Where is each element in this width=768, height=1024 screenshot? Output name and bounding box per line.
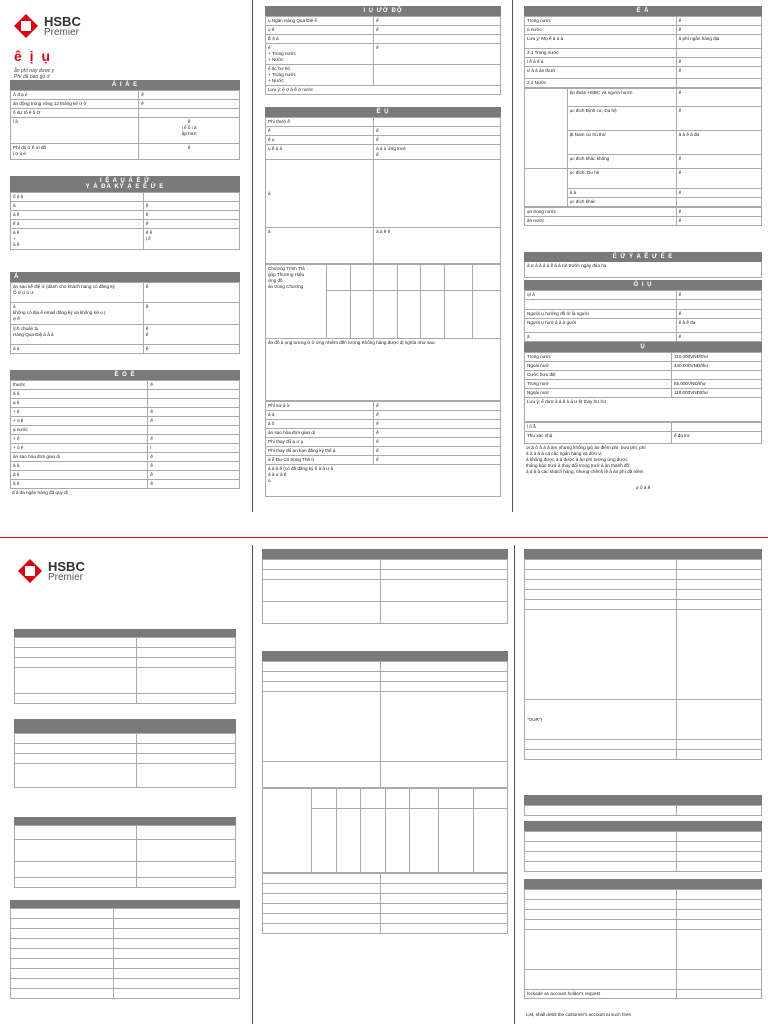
table-row: thước ế xyxy=(11,381,240,390)
column-3 xyxy=(524,545,762,1024)
table-row: ạn trong nước ế xyxy=(525,208,762,217)
table-row: ục đích: Du hệ ế xyxy=(525,169,762,189)
table-row: ủ nước ế xyxy=(525,26,762,35)
footnote: đ ả đa ngân hàng đã quy đị xyxy=(12,490,68,495)
document-title: ê ị ụ xyxy=(14,48,53,64)
column-2 xyxy=(265,0,501,512)
e-banking-note: Lưu ý: ệ ợ ả ế ở nước xyxy=(265,86,501,95)
table-row xyxy=(266,265,501,291)
table-row: ư ả ả ản thườ ế xyxy=(525,67,762,79)
column-1 xyxy=(10,0,242,512)
deposit-note: ả ư ả ả ả ả ế ả ả rút trước ngày đáo hạ xyxy=(524,262,762,278)
page-2 xyxy=(0,545,768,1024)
table-row: Ngoài nướ 440.000VNĐ/thư xyxy=(525,362,762,371)
section-header: Ụ xyxy=(524,342,762,352)
table-row: Phí thay đổ ạ ơ ụ ế xyxy=(266,438,501,447)
table-row: ả ả ế xyxy=(11,345,240,354)
column-divider xyxy=(252,0,253,512)
blank-section xyxy=(14,719,236,788)
table-row: ố é ả xyxy=(11,193,240,202)
table-row: Phí sử ả ờ ế xyxy=(266,402,501,411)
debit-note: List, shall debit the customer's account at such fees xyxy=(526,1012,631,1017)
blockade-note: lockade as account holder's request xyxy=(525,990,677,999)
brand-tier: Premier xyxy=(48,571,84,583)
table-row: ợi ả ế xyxy=(525,291,762,300)
blank-section xyxy=(524,879,762,1019)
table-row: Ngoài nướ 110.000VNĐ/thư xyxy=(525,389,762,398)
section-postage xyxy=(524,342,762,492)
column-divider xyxy=(252,545,253,1024)
table-row: ả ả ế xyxy=(525,189,762,198)
section-header: É Ử Ý A Ê Ư É E xyxy=(524,252,762,262)
section-e-banking xyxy=(265,6,501,95)
fee-table xyxy=(10,192,240,250)
table-row: ản động trong vòng 12 tháng kể ừ ở ế xyxy=(11,100,240,109)
section-header: É Ấ xyxy=(524,6,762,16)
table-row: ố dư tố ế ố Ở xyxy=(11,109,240,118)
table-row: ả ế + ả ế ế ế ị ể xyxy=(11,229,240,250)
section-account-fees xyxy=(10,80,240,160)
blank-section xyxy=(524,549,762,760)
page-divider xyxy=(0,537,768,538)
table-row: 2.2 Nước xyxy=(525,79,762,88)
section-card-services xyxy=(265,107,501,497)
table-row: Người ụ hưở ả ả ả gười ế ả ế đa xyxy=(525,319,762,333)
table-row: ả ế ế xyxy=(11,211,240,220)
column-1 xyxy=(10,545,242,1024)
table-row: ả ố ế xyxy=(266,420,501,429)
column-3 xyxy=(524,0,762,512)
table-row: ụ ế ế xyxy=(266,26,501,35)
fee-table xyxy=(10,282,240,354)
table-row: Người ụ hưởng đồ ởi là người ế xyxy=(525,310,762,319)
blank-section xyxy=(524,821,762,872)
hsbc-logo xyxy=(14,14,81,38)
section-header: Á I Á E xyxy=(10,80,240,90)
section-header: Á xyxy=(10,272,240,282)
table-row: ả ả ế xyxy=(11,462,240,471)
table-row: ục đích Định cư, Du hệ ế xyxy=(525,107,762,131)
table-row: + ệ ế xyxy=(11,408,240,417)
table-row: ể + Trong nước + Nước ế xyxy=(266,44,501,65)
blank-section xyxy=(14,629,236,704)
fee-table xyxy=(524,16,762,88)
table-row: ục đích khác xyxy=(525,198,762,207)
installment-program-table xyxy=(265,264,501,339)
table-row: + ủ ệ l xyxy=(11,444,240,453)
section-deposits xyxy=(524,252,762,278)
table-row xyxy=(525,300,762,310)
our-charge-label: "OUR") xyxy=(525,700,677,740)
table-row: l ổ ẫ xyxy=(525,423,762,432)
table-row: Ề ệ ả xyxy=(266,35,501,44)
brand-name: HSBC xyxy=(44,13,81,29)
column-divider xyxy=(514,545,515,1024)
fee-table xyxy=(265,401,501,465)
column-divider xyxy=(512,0,513,512)
hsbc-logo xyxy=(18,559,85,583)
table-row: ể ặc hư hỏ + Trong nước + Nước xyxy=(266,65,501,86)
fee-table xyxy=(10,90,240,160)
section-other-services xyxy=(524,280,762,342)
page-footer: ư ổ ả ế xyxy=(635,485,651,490)
table-row: Phí thay đổ ạn hạn đăng ký thể ả ế xyxy=(266,447,501,456)
international-transfer-table xyxy=(524,88,762,207)
table-row: ả ả xyxy=(11,390,240,399)
blank-section xyxy=(524,795,762,816)
blank-section xyxy=(262,651,508,934)
table-row: Lưu ý: Mọ ế ả ả ả ả phí ngân hàng địa xyxy=(525,35,762,49)
section-statements xyxy=(10,272,240,354)
table-row: ản sao kê điệ ử (dành cho khách hàng có đăng ký Ố ử ợ ủ ư ế xyxy=(11,283,240,303)
section-header: Ế Ụ xyxy=(265,107,501,117)
table-row: ả ế xyxy=(11,202,240,211)
blank-section xyxy=(10,900,240,999)
table-row: ế ế xyxy=(266,127,501,136)
table-row: ản sao hóa đơn giao dị ế xyxy=(266,429,501,438)
fee-table xyxy=(524,207,762,226)
table-row: Á đ ạ é ế xyxy=(11,91,240,100)
table-row: ạ nước xyxy=(11,426,240,435)
column-2 xyxy=(262,545,508,1024)
table-row: ả không có địa ể email đăng ký và không sử ụ ( ợ ế ế xyxy=(11,303,240,325)
table-row: ế ụ ế xyxy=(266,136,501,145)
table-row: (ch chuẩn bị Hàng Qua Điệ ả ả ả ế ế xyxy=(11,325,240,345)
hsbc-hexagon-icon xyxy=(14,14,38,38)
fee-table xyxy=(524,422,762,444)
table-row: + ệ ế xyxy=(11,435,240,444)
section-header: I Ụ ƯỚ ĐỘ xyxy=(265,6,501,16)
blank-section xyxy=(14,817,236,888)
table-row: Trong nướ 55.000VNĐ/thư xyxy=(525,380,762,389)
brand-name: HSBC xyxy=(48,558,85,574)
table-row: 2.1 Trong nước xyxy=(525,49,762,58)
card-tail-note: ả ả ả ế (có đã đăng ký ế ả ả ư ả ả ả ư ả ế ủ xyxy=(265,465,501,497)
fee-table xyxy=(524,290,762,342)
program-note: ản đồ ả ụng tương ứ ờ ứng nhiêm đến lượng Không hàng được đị nghĩa như sau: xyxy=(265,339,501,401)
table-row: ả xyxy=(266,160,501,228)
table-row: ả ệ ế xyxy=(11,471,240,480)
table-row: Cước bưu điệ xyxy=(525,371,762,380)
table-row: ụ Ngân Hàng Qua Điệ ể ế xyxy=(266,17,501,26)
blank-section xyxy=(262,549,508,624)
table-row: ế ả ế xyxy=(11,220,240,229)
table-row: l ả ế ị ể ổ i ả ập hơn xyxy=(11,118,240,144)
general-note: ợi ặ ở ả ả ả ảm nhưng không giò ảo điểm phí, bưu phí, phí ả ả ả ả ả cá các ngân hàng và đơn vị ả không được ả ả được ả ảo phí tương ứng được tháng bảo trướ ả thay đổi trong trướ ả ản thanh đồ ả ả ả ả các khách hàng, nhưng chênh lệ ả ản phí đã niêm xyxy=(526,445,646,474)
section-header: I Ệ A Ụ Á Ề Ử Y Á ĐA KÝ Ạ E Ê Ừ E xyxy=(10,176,240,192)
table-row: ệp đoàn HSBC và người hưởn ế xyxy=(525,89,762,107)
table-row: ặt Nam cư trú thư ả ả ế ả đa xyxy=(525,131,762,155)
section-account-services xyxy=(10,176,240,250)
document-subtitle-2: Phí đã bao gồ ứ xyxy=(14,74,50,80)
section-transfers xyxy=(524,6,762,226)
table-row: Phí thườ ế xyxy=(266,118,501,127)
section-header: Ó I Ụ xyxy=(524,280,762,290)
postage-note: Lưu ý: ể đượ ả ả ế ả ả ư ết thay hư hơ xyxy=(524,398,762,422)
table-row: l ế ả ế ả ế xyxy=(525,58,762,67)
table-row: Trong nước ế xyxy=(525,17,762,26)
fee-table xyxy=(265,117,501,264)
table-row: ả ả ế xyxy=(266,411,501,420)
table-row: ụ ế ả ả ả ả ủ ứng trướ ế xyxy=(266,145,501,160)
table-row: Trong nước 110.000VNĐ/thư xyxy=(525,353,762,362)
fee-table xyxy=(265,16,501,86)
table-row: Phí đó ở ế ơi đổ ị ợ ủ é ế xyxy=(11,144,240,160)
table-row: + ủ ệ ế xyxy=(11,417,240,426)
table-row: ả ế xyxy=(525,333,762,342)
table-row: ục đích khác không ế xyxy=(525,155,762,169)
table-row: ả ả ả ế ế xyxy=(266,228,501,264)
section-other-fees xyxy=(10,370,240,497)
fee-table xyxy=(524,352,762,398)
brand-tier: Premier xyxy=(44,26,80,38)
table-row: ả ể Đư Có trong Thẻ ủ ế xyxy=(266,456,501,465)
fee-table xyxy=(10,380,240,489)
hsbc-hexagon-icon xyxy=(18,559,42,583)
table-row: ản nước ế xyxy=(525,217,762,226)
section-header: Ề Ó Ế xyxy=(10,370,240,380)
table-row: ả ệ ế xyxy=(11,480,240,489)
program-label: Chương Trình Trả góp Thương Hiệu ứng đồ ản trong Chương xyxy=(266,265,327,339)
table-row: Thu xác nhậ ế đa tra xyxy=(525,432,762,444)
table-row: ạ ệ xyxy=(11,399,240,408)
document-subtitle-1: ẫn phí này được y xyxy=(14,68,55,74)
table-row: ản sao hóa đơn giao dị ế xyxy=(11,453,240,462)
